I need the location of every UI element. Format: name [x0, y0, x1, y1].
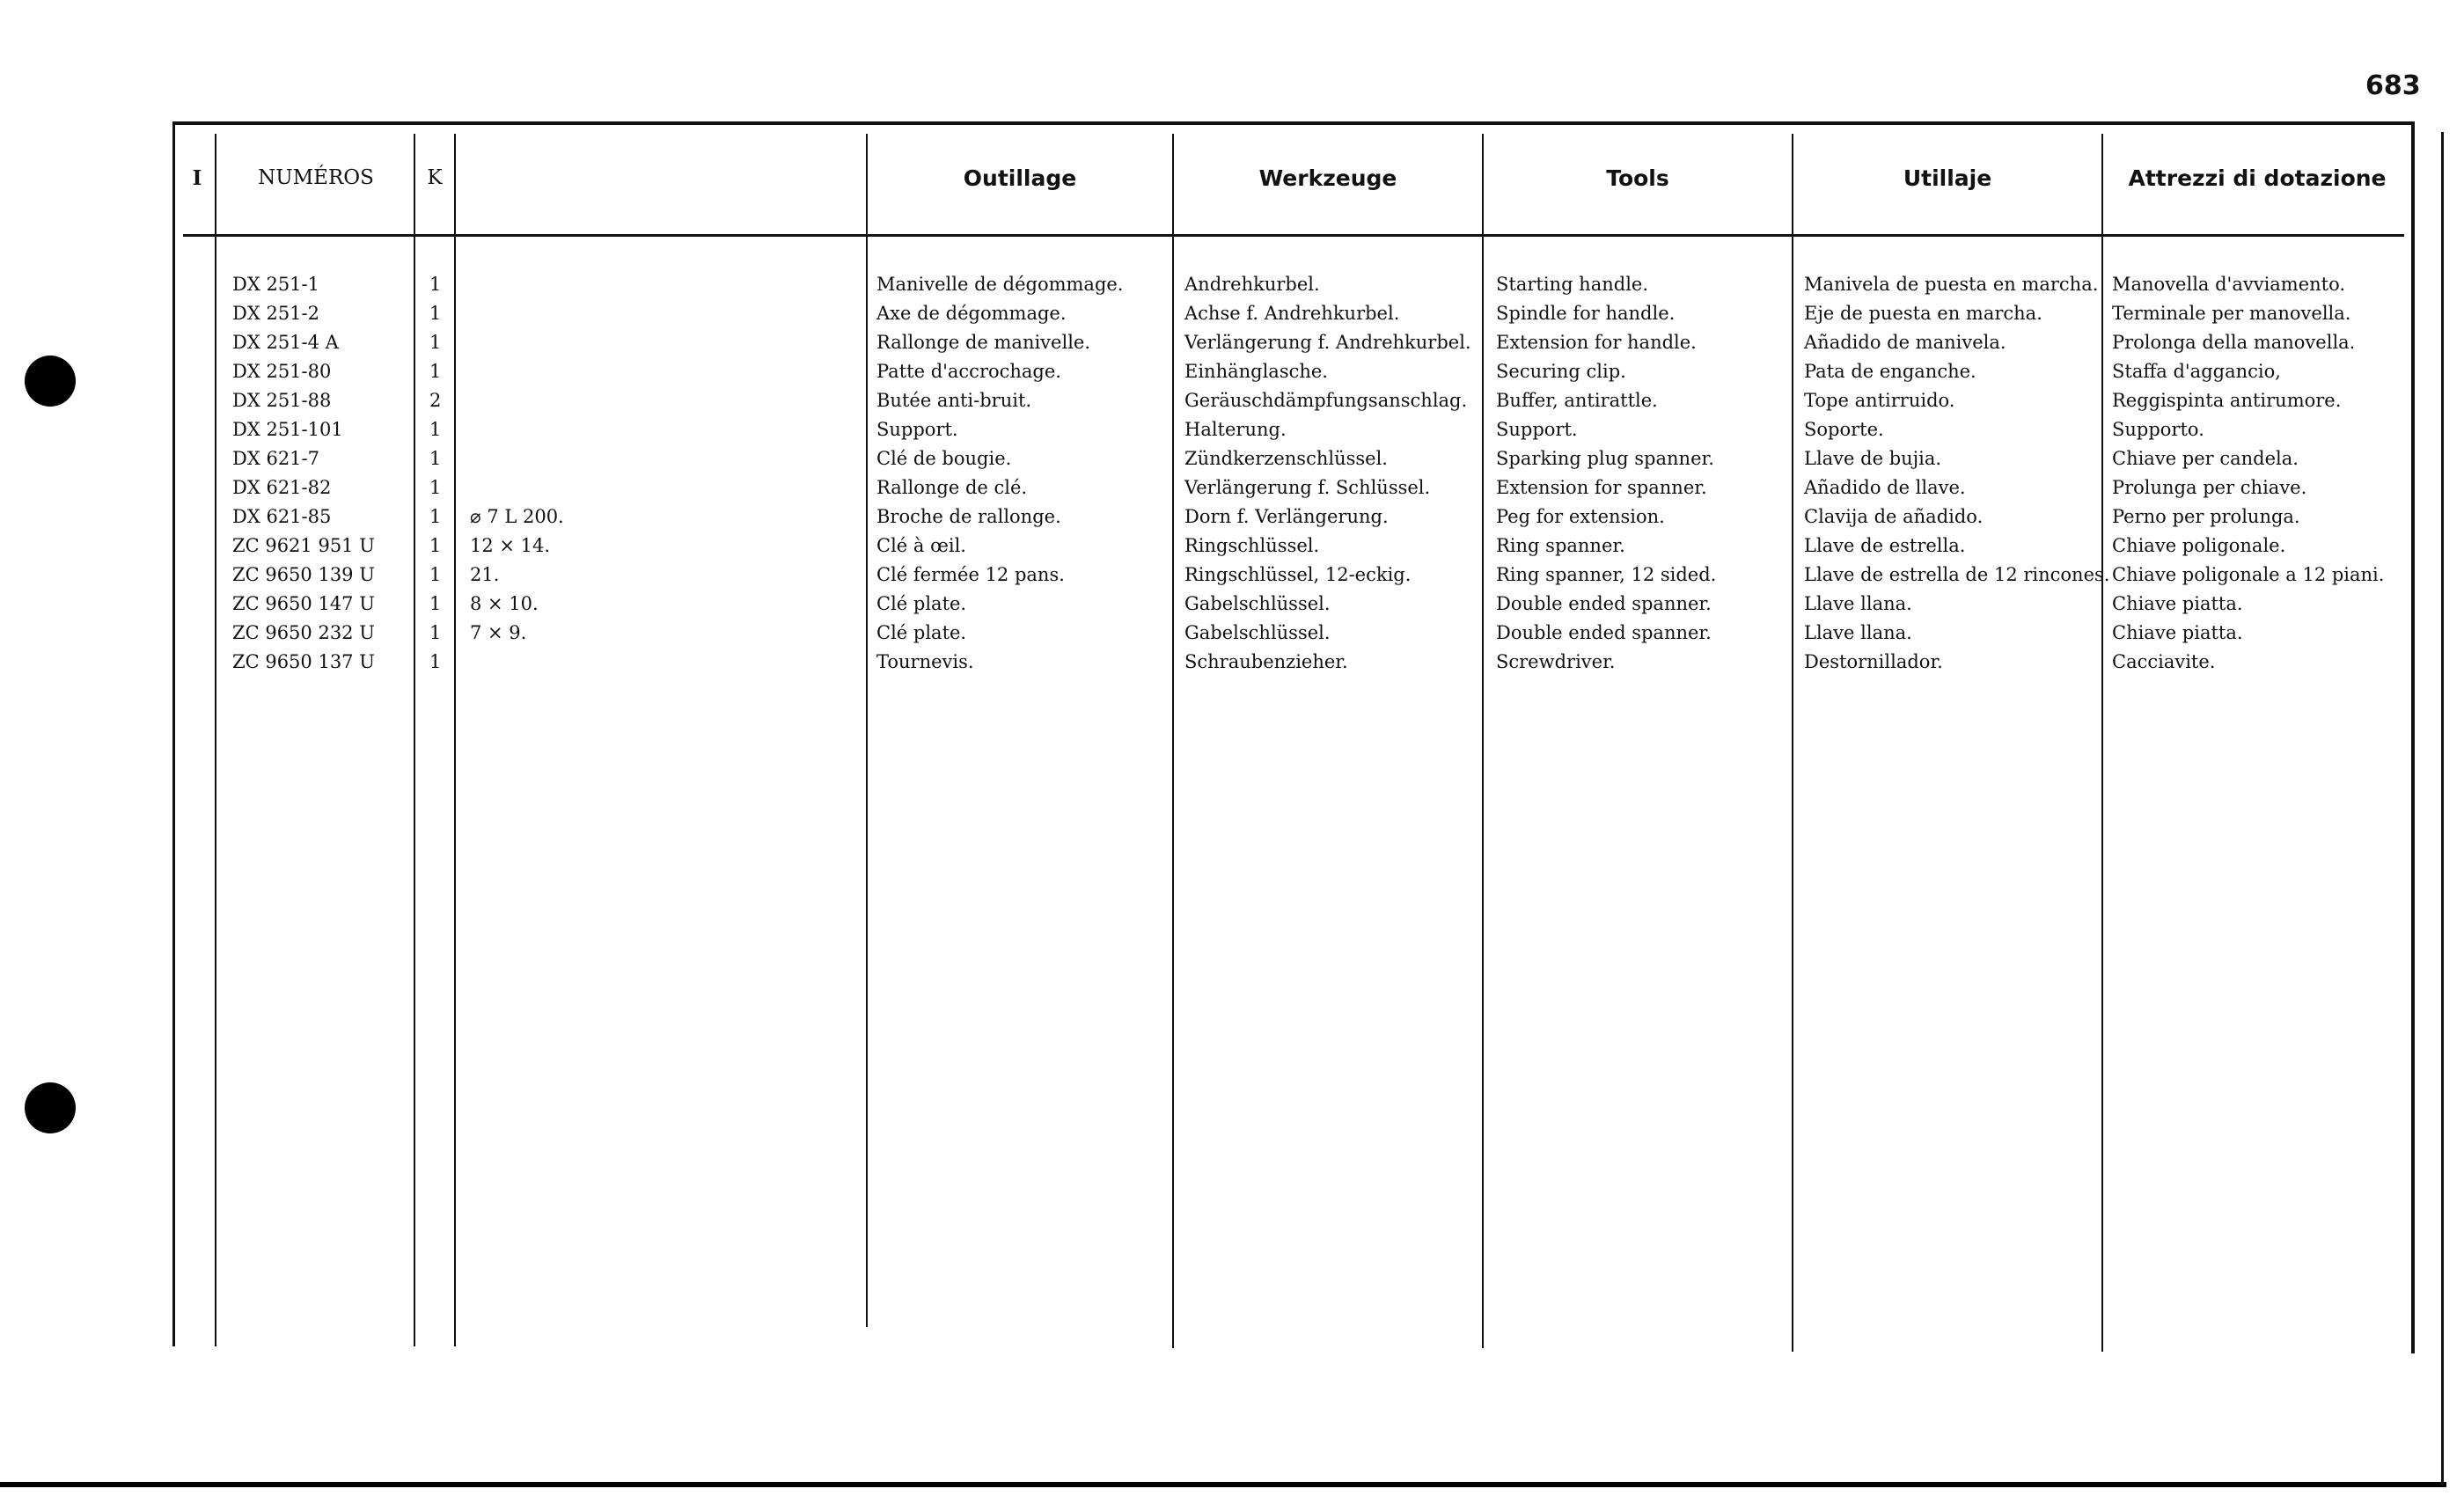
- description-en: Buffer, antirattle.: [1496, 390, 1658, 411]
- part-number: DX 621-85: [232, 506, 332, 527]
- bottom-right-edge: [2441, 132, 2444, 1485]
- description-de: Halterung.: [1184, 419, 1287, 440]
- header-german: Werkzeuge: [1258, 165, 1397, 191]
- description-de: Verlängerung f. Schlüssel.: [1184, 477, 1431, 498]
- description-es: Pata de enganche.: [1804, 361, 1976, 382]
- description-de: Schraubenzieher.: [1184, 651, 1348, 672]
- quantity: 1: [429, 448, 442, 469]
- part-number: DX 251-80: [232, 361, 332, 382]
- quantity: 1: [429, 477, 442, 498]
- dimension: [470, 357, 564, 386]
- description-fr: Clé fermée 12 pans.: [876, 564, 1065, 585]
- dimension: [470, 444, 564, 473]
- quantity: 2: [429, 390, 442, 411]
- part-number: DX 621-82: [232, 477, 332, 498]
- column-dimensions: [470, 270, 564, 677]
- description-es: Llave de bujia.: [1804, 448, 1942, 469]
- description-es: Clavija de añadido.: [1804, 506, 1984, 527]
- part-number: ZC 9650 232 U: [232, 622, 375, 643]
- description-it: Terminale per manovella.: [2112, 303, 2351, 324]
- dimension: 8 × 10.: [470, 593, 539, 614]
- description-fr: Clé de bougie.: [876, 448, 1012, 469]
- description-fr: Patte d'accrochage.: [876, 361, 1061, 382]
- dimension: [470, 386, 564, 415]
- description-it: Perno per prolunga.: [2112, 506, 2300, 527]
- description-en: Peg for extension.: [1496, 506, 1665, 527]
- description-fr: Clé plate.: [876, 622, 967, 643]
- description-it: Chiave piatta.: [2112, 593, 2243, 614]
- binder-hole-bottom: [25, 1082, 76, 1133]
- dimension: [470, 270, 564, 299]
- column-english: [1496, 270, 1716, 677]
- description-it: Cacciavite.: [2112, 651, 2216, 672]
- quantity: 1: [429, 274, 442, 295]
- binder-hole-top: [25, 356, 76, 407]
- description-it: Supporto.: [2112, 419, 2204, 440]
- quantity: 1: [429, 303, 442, 324]
- description-de: Verlängerung f. Andrehkurbel.: [1184, 332, 1471, 353]
- header-index: I: [192, 165, 202, 190]
- description-de: Dorn f. Verlängerung.: [1184, 506, 1389, 527]
- description-en: Securing clip.: [1496, 361, 1626, 382]
- description-es: Eje de puesta en marcha.: [1804, 303, 2042, 324]
- description-es: Soporte.: [1804, 419, 1884, 440]
- description-fr: Manivelle de dégommage.: [876, 274, 1124, 295]
- description-en: Screwdriver.: [1496, 651, 1616, 672]
- column-french: [876, 270, 1124, 677]
- description-es: Tope antirruido.: [1804, 390, 1955, 411]
- part-number: ZC 9650 137 U: [232, 651, 375, 672]
- dimension: [470, 415, 564, 444]
- quantity: 1: [429, 419, 442, 440]
- description-it: Reggispinta antirumore.: [2112, 390, 2342, 411]
- description-fr: Rallonge de clé.: [876, 477, 1028, 498]
- description-it: Manovella d'avviamento.: [2112, 274, 2346, 295]
- description-de: Geräuschdämpfungsanschlag.: [1184, 390, 1468, 411]
- description-fr: Tournevis.: [876, 651, 974, 672]
- dimension: ⌀ 7 L 200.: [470, 506, 564, 527]
- description-it: Chiave poligonale.: [2112, 535, 2286, 556]
- description-fr: Rallonge de manivelle.: [876, 332, 1091, 353]
- part-number: DX 251-88: [232, 390, 332, 411]
- bottom-rule: [0, 1482, 2446, 1487]
- header-italian: Attrezzi di dotazione: [2128, 165, 2387, 191]
- description-fr: Clé à œil.: [876, 535, 966, 556]
- dimension: 21.: [470, 564, 500, 585]
- part-number: DX 251-2: [232, 303, 320, 324]
- description-it: Chiave poligonale a 12 piani.: [2112, 564, 2385, 585]
- column-numbers: [232, 270, 375, 677]
- dimension: [470, 473, 564, 502]
- header-french: Outillage: [963, 165, 1077, 191]
- description-fr: Clé plate.: [876, 593, 967, 614]
- part-number: DX 251-4 A: [232, 332, 339, 353]
- description-en: Starting handle.: [1496, 274, 1649, 295]
- description-it: Prolonga della manovella.: [2112, 332, 2356, 353]
- description-it: Chiave per candela.: [2112, 448, 2299, 469]
- part-number: ZC 9621 951 U: [232, 535, 375, 556]
- description-es: Añadido de llave.: [1804, 477, 1966, 498]
- description-es: Llave de estrella.: [1804, 535, 1966, 556]
- header-numbers: NUMÉROS: [258, 166, 374, 189]
- part-number: ZC 9650 147 U: [232, 593, 375, 614]
- description-de: Gabelschlüssel.: [1184, 593, 1331, 614]
- description-fr: Butée anti-bruit.: [876, 390, 1032, 411]
- description-en: Extension for spanner.: [1496, 477, 1707, 498]
- description-fr: Broche de rallonge.: [876, 506, 1061, 527]
- description-en: Double ended spanner.: [1496, 622, 1712, 643]
- dimension: [470, 299, 564, 328]
- quantity: 1: [429, 593, 442, 614]
- description-it: Chiave piatta.: [2112, 622, 2243, 643]
- part-number: DX 251-101: [232, 419, 343, 440]
- description-es: Llave de estrella de 12 rincones.: [1804, 564, 2110, 585]
- dimension: [470, 648, 564, 677]
- description-it: Prolunga per chiave.: [2112, 477, 2307, 498]
- description-es: Añadido de manivela.: [1804, 332, 2006, 353]
- page-number: 683: [2365, 70, 2421, 101]
- description-de: Ringschlüssel, 12-eckig.: [1184, 564, 1412, 585]
- description-es: Llave llana.: [1804, 593, 1912, 614]
- column-quantity: [429, 270, 441, 677]
- description-it: Staffa d'aggancio,: [2112, 361, 2281, 382]
- column-german: [1184, 270, 1471, 677]
- quantity: 1: [429, 651, 442, 672]
- quantity: 1: [429, 332, 442, 353]
- dimension: 7 × 9.: [470, 622, 527, 643]
- quantity: 1: [429, 622, 442, 643]
- quantity: 1: [429, 506, 442, 527]
- dimension: [470, 328, 564, 357]
- description-en: Extension for handle.: [1496, 332, 1697, 353]
- description-en: Support.: [1496, 419, 1578, 440]
- description-en: Ring spanner.: [1496, 535, 1625, 556]
- dimension: 12 × 14.: [470, 535, 551, 556]
- description-es: Llave llana.: [1804, 622, 1912, 643]
- description-de: Zündkerzenschlüssel.: [1184, 448, 1388, 469]
- description-en: Double ended spanner.: [1496, 593, 1712, 614]
- description-de: Andrehkurbel.: [1184, 274, 1320, 295]
- description-fr: Axe de dégommage.: [876, 303, 1067, 324]
- description-de: Einhänglasche.: [1184, 361, 1328, 382]
- description-es: Destornillador.: [1804, 651, 1943, 672]
- description-es: Manivela de puesta en marcha.: [1804, 274, 2099, 295]
- description-en: Sparking plug spanner.: [1496, 448, 1714, 469]
- quantity: 1: [429, 564, 442, 585]
- part-number: DX 621-7: [232, 448, 320, 469]
- description-en: Spindle for handle.: [1496, 303, 1676, 324]
- description-fr: Support.: [876, 419, 958, 440]
- column-italian: [2112, 270, 2384, 677]
- description-de: Gabelschlüssel.: [1184, 622, 1331, 643]
- description-de: Ringschlüssel.: [1184, 535, 1320, 556]
- quantity: 1: [429, 535, 442, 556]
- part-number: DX 251-1: [232, 274, 320, 295]
- header-quantity: K: [427, 166, 443, 189]
- description-de: Achse f. Andrehkurbel.: [1184, 303, 1400, 324]
- quantity: 1: [429, 361, 442, 382]
- column-spanish: [1804, 270, 2109, 677]
- header-spanish: Utillaje: [1903, 165, 1992, 191]
- header-english: Tools: [1606, 165, 1669, 191]
- part-number: ZC 9650 139 U: [232, 564, 375, 585]
- description-en: Ring spanner, 12 sided.: [1496, 564, 1717, 585]
